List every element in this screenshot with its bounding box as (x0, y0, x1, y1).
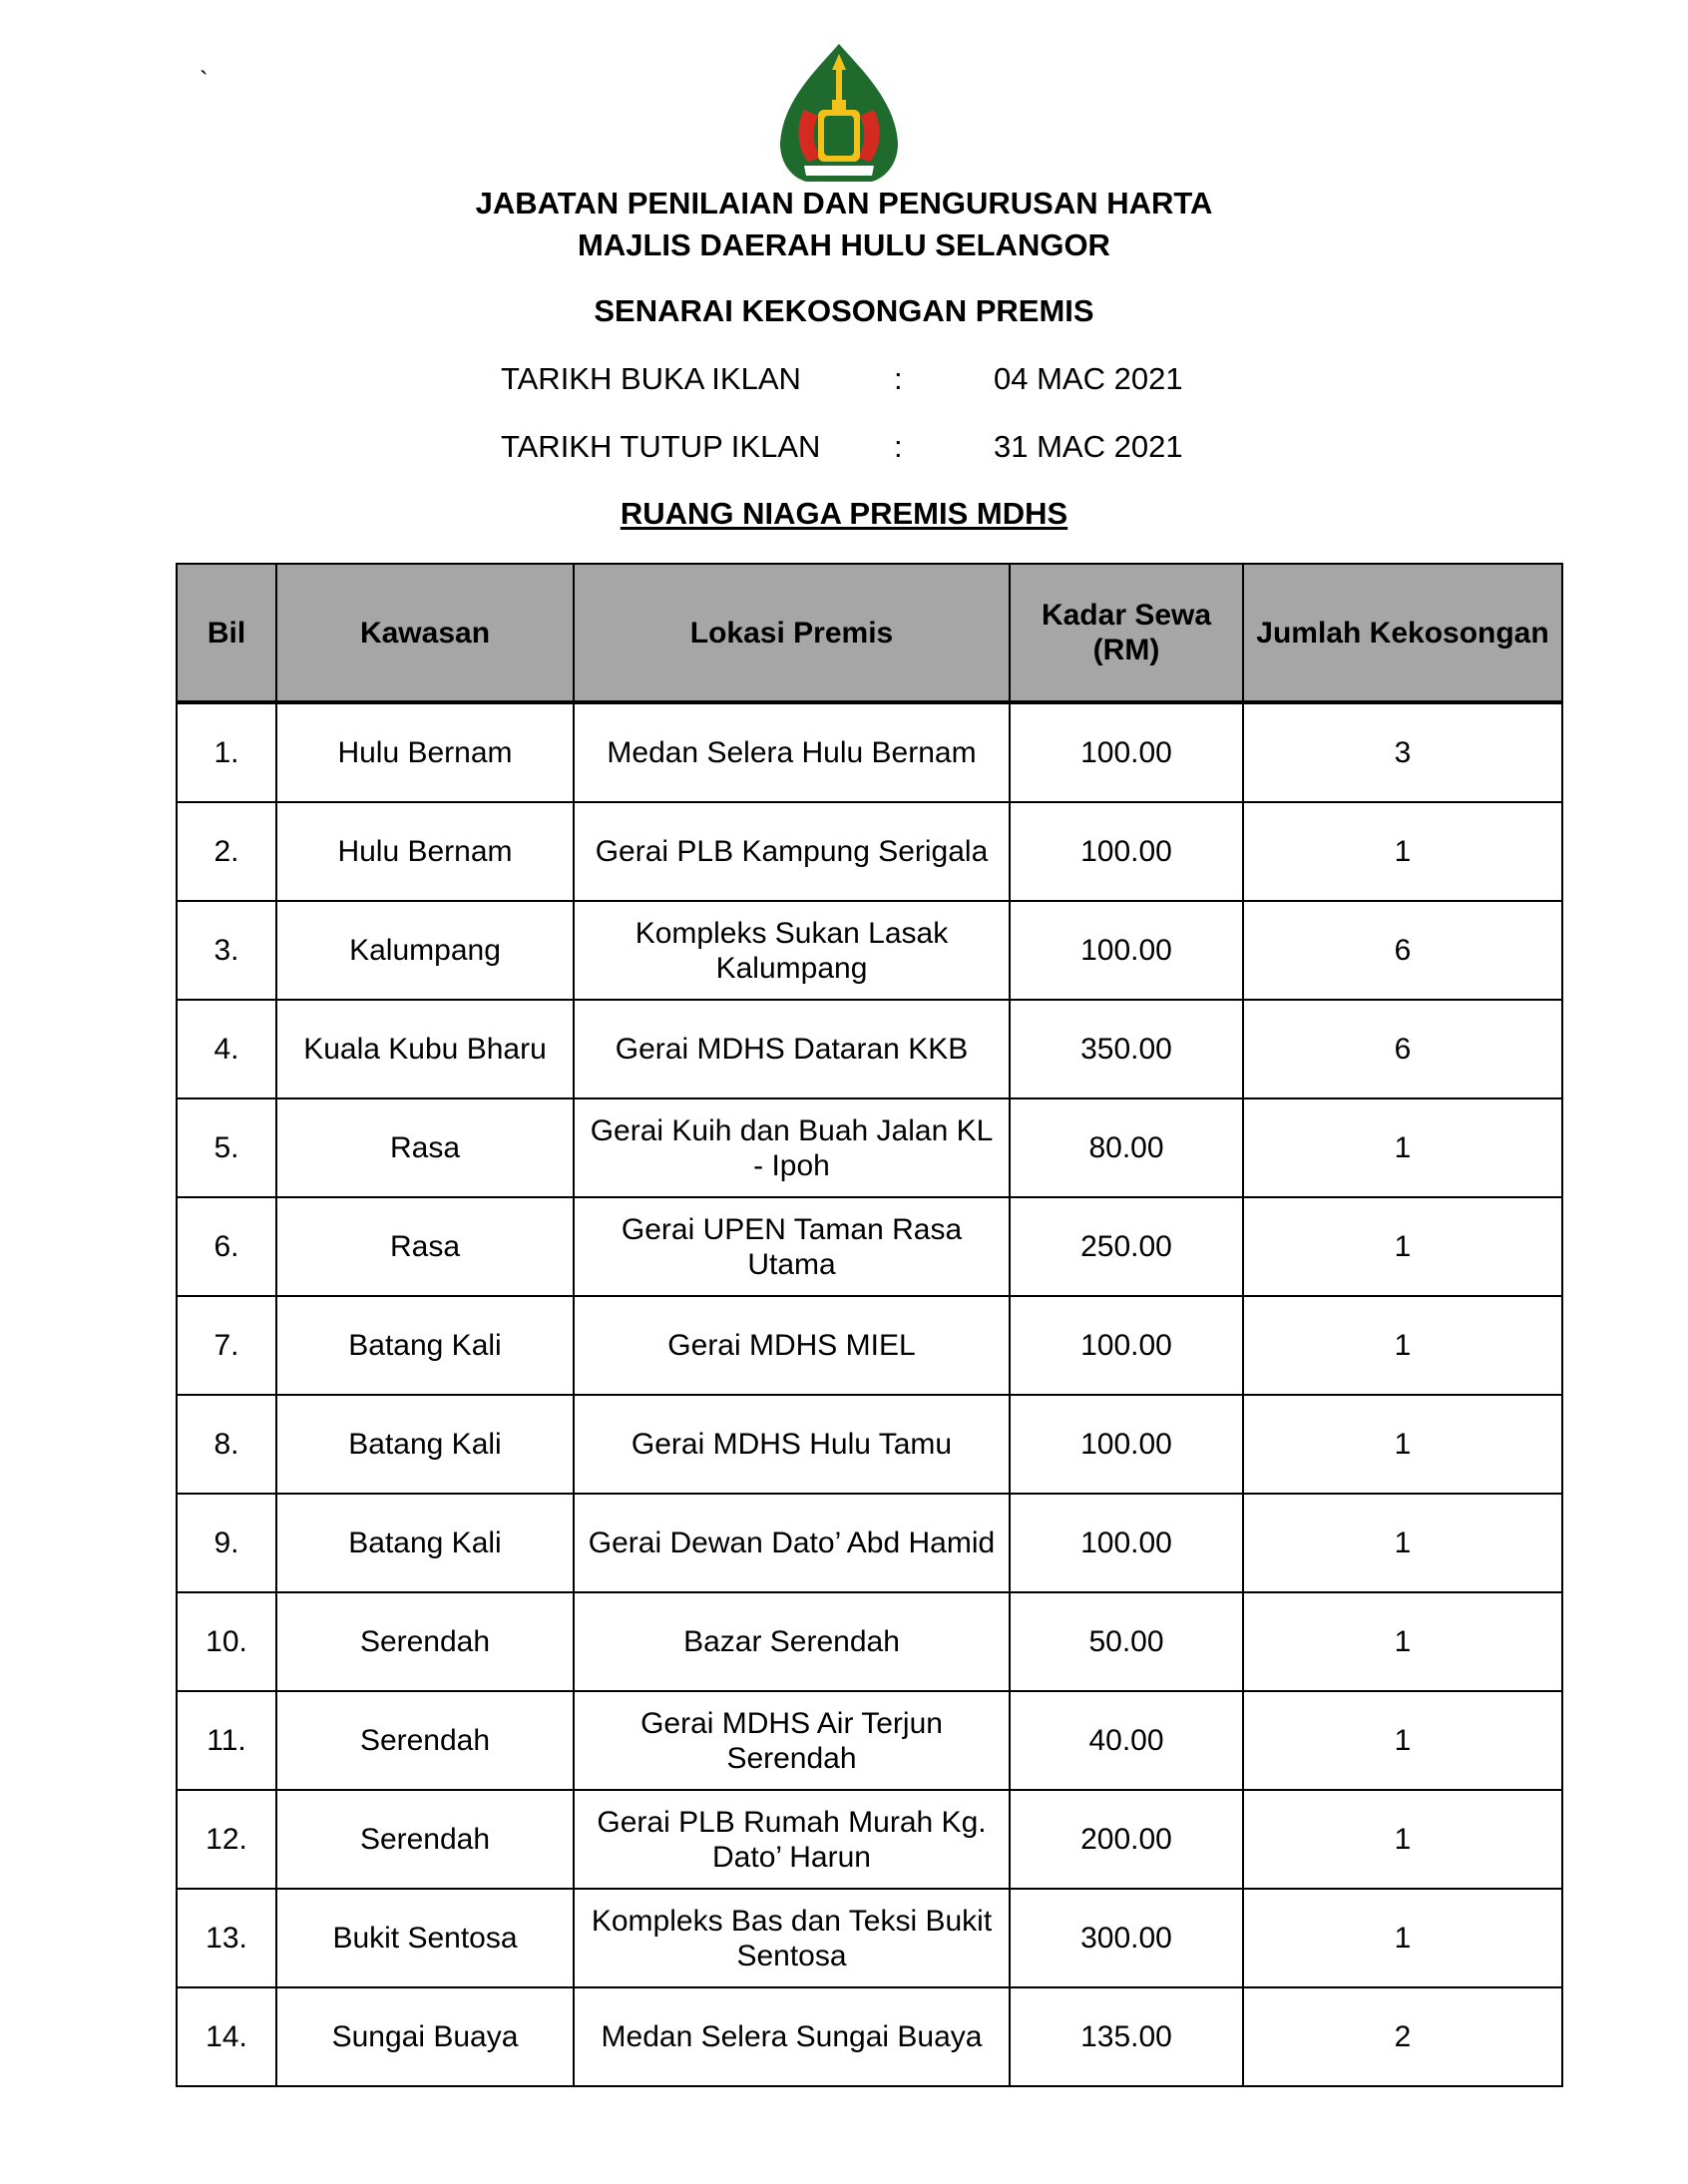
cell-kawasan: Batang Kali (276, 1395, 574, 1494)
open-date-value: 04 MAC 2021 (994, 361, 1183, 396)
cell-bil: 9. (177, 1494, 276, 1592)
column-header-lokasi: Lokasi Premis (574, 564, 1010, 702)
cell-kawasan: Hulu Bernam (276, 702, 574, 802)
cell-bil: 5. (177, 1098, 276, 1197)
section-title: RUANG NIAGA PREMIS MDHS (620, 496, 1068, 531)
cell-kawasan: Kuala Kubu Bharu (276, 1000, 574, 1098)
cell-lokasi: Gerai Kuih dan Buah Jalan KL - Ipoh (574, 1098, 1010, 1197)
close-date-separator: : (894, 429, 903, 464)
cell-kadar-sewa: 350.00 (1010, 1000, 1243, 1098)
cell-jumlah: 1 (1243, 1889, 1562, 1987)
cell-jumlah: 1 (1243, 1691, 1562, 1790)
cell-bil: 10. (177, 1592, 276, 1691)
table-row (177, 1296, 1562, 1395)
cell-lokasi: Gerai MDHS MIEL (574, 1296, 1010, 1395)
cell-jumlah: 6 (1243, 1000, 1562, 1098)
cell-jumlah: 1 (1243, 1395, 1562, 1494)
cell-bil: 3. (177, 901, 276, 1000)
cell-bil: 7. (177, 1296, 276, 1395)
cell-jumlah: 6 (1243, 901, 1562, 1000)
cell-kawasan: Serendah (276, 1691, 574, 1790)
cell-kadar-sewa: 100.00 (1010, 802, 1243, 901)
cell-lokasi: Gerai UPEN Taman Rasa Utama (574, 1197, 1010, 1296)
stray-mark: ` (200, 66, 209, 96)
column-header-jumlah: Jumlah Kekosongan (1243, 564, 1562, 702)
table-row (177, 1098, 1562, 1197)
table-header-row (177, 564, 1562, 702)
cell-jumlah: 1 (1243, 1098, 1562, 1197)
table-row (177, 901, 1562, 1000)
cell-bil: 11. (177, 1691, 276, 1790)
cell-kadar-sewa: 50.00 (1010, 1592, 1243, 1691)
cell-bil: 4. (177, 1000, 276, 1098)
close-date-label: TARIKH TUTUP IKLAN (501, 429, 821, 464)
cell-bil: 6. (177, 1197, 276, 1296)
council-logo (774, 40, 904, 186)
column-header-bil: Bil (177, 564, 276, 702)
table-row (177, 1592, 1562, 1691)
cell-lokasi: Gerai MDHS Air Terjun Serendah (574, 1691, 1010, 1790)
cell-kadar-sewa: 100.00 (1010, 901, 1243, 1000)
cell-bil: 1. (177, 702, 276, 802)
open-date-separator: : (894, 361, 903, 396)
cell-kawasan: Hulu Bernam (276, 802, 574, 901)
table-row (177, 1197, 1562, 1296)
cell-lokasi: Gerai PLB Rumah Murah Kg. Dato’ Harun (574, 1790, 1010, 1889)
cell-bil: 2. (177, 802, 276, 901)
cell-bil: 13. (177, 1889, 276, 1987)
list-title: SENARAI KEKOSONGAN PREMIS (594, 293, 1094, 328)
open-date-label: TARIKH BUKA IKLAN (501, 361, 801, 396)
table-row (177, 1494, 1562, 1592)
table-row (177, 1790, 1562, 1889)
cell-kadar-sewa: 300.00 (1010, 1889, 1243, 1987)
cell-jumlah: 2 (1243, 1987, 1562, 2086)
cell-kawasan: Kalumpang (276, 901, 574, 1000)
cell-jumlah: 3 (1243, 702, 1562, 802)
column-header-kawasan: Kawasan (276, 564, 574, 702)
table-row (177, 1889, 1562, 1987)
cell-kadar-sewa: 135.00 (1010, 1987, 1243, 2086)
cell-bil: 14. (177, 1987, 276, 2086)
cell-lokasi: Gerai PLB Kampung Serigala (574, 802, 1010, 901)
cell-lokasi: Gerai Dewan Dato’ Abd Hamid (574, 1494, 1010, 1592)
cell-jumlah: 1 (1243, 802, 1562, 901)
cell-lokasi: Medan Selera Sungai Buaya (574, 1987, 1010, 2086)
cell-kawasan: Batang Kali (276, 1494, 574, 1592)
cell-kadar-sewa: 250.00 (1010, 1197, 1243, 1296)
cell-kadar-sewa: 100.00 (1010, 1296, 1243, 1395)
cell-kawasan: Sungai Buaya (276, 1987, 574, 2086)
vacancy-table (176, 563, 1563, 2087)
table-row (177, 702, 1562, 802)
column-header-kadar-sewa: Kadar Sewa (RM) (1010, 564, 1243, 702)
cell-kadar-sewa: 100.00 (1010, 1395, 1243, 1494)
cell-lokasi: Bazar Serendah (574, 1592, 1010, 1691)
cell-kadar-sewa: 100.00 (1010, 702, 1243, 802)
org-name-line-2: MAJLIS DAERAH HULU SELANGOR (578, 227, 1110, 262)
cell-lokasi: Kompleks Bas dan Teksi Bukit Sentosa (574, 1889, 1010, 1987)
cell-lokasi: Gerai MDHS Dataran KKB (574, 1000, 1010, 1098)
cell-jumlah: 1 (1243, 1296, 1562, 1395)
cell-kawasan: Serendah (276, 1790, 574, 1889)
table-row (177, 1691, 1562, 1790)
cell-kadar-sewa: 100.00 (1010, 1494, 1243, 1592)
cell-bil: 12. (177, 1790, 276, 1889)
cell-lokasi: Kompleks Sukan Lasak Kalumpang (574, 901, 1010, 1000)
cell-kadar-sewa: 80.00 (1010, 1098, 1243, 1197)
cell-kadar-sewa: 200.00 (1010, 1790, 1243, 1889)
table-row (177, 1000, 1562, 1098)
cell-jumlah: 1 (1243, 1790, 1562, 1889)
cell-kawasan: Bukit Sentosa (276, 1889, 574, 1987)
cell-jumlah: 1 (1243, 1197, 1562, 1296)
cell-jumlah: 1 (1243, 1494, 1562, 1592)
cell-kawasan: Rasa (276, 1197, 574, 1296)
org-name-line-1: JABATAN PENILAIAN DAN PENGURUSAN HARTA (475, 186, 1213, 220)
cell-kawasan: Rasa (276, 1098, 574, 1197)
table-row (177, 1987, 1562, 2086)
cell-lokasi: Gerai MDHS Hulu Tamu (574, 1395, 1010, 1494)
table-row (177, 802, 1562, 901)
cell-kawasan: Serendah (276, 1592, 574, 1691)
cell-lokasi: Medan Selera Hulu Bernam (574, 702, 1010, 802)
close-date-value: 31 MAC 2021 (994, 429, 1183, 464)
cell-bil: 8. (177, 1395, 276, 1494)
cell-kadar-sewa: 40.00 (1010, 1691, 1243, 1790)
cell-jumlah: 1 (1243, 1592, 1562, 1691)
table-row (177, 1395, 1562, 1494)
cell-kawasan: Batang Kali (276, 1296, 574, 1395)
